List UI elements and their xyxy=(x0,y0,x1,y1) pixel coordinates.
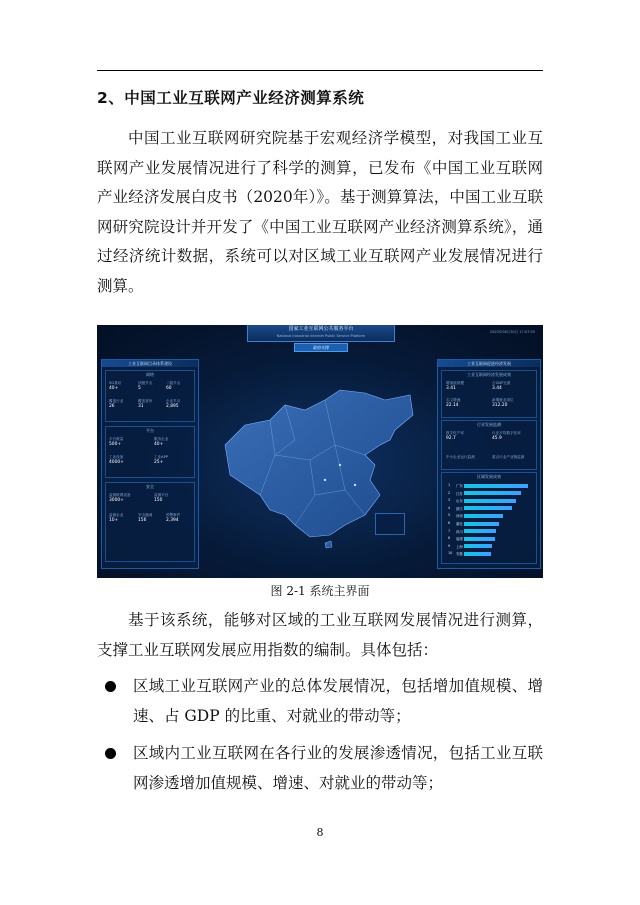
ranking-number: 7 xyxy=(448,528,451,533)
paragraph-system-intro: 基于该系统，能够对区域的工业互联网发展情况进行测算，支撑工业互联网发展应用指数的编制。具体包括： xyxy=(97,611,543,659)
block-regional-ranking xyxy=(441,472,537,564)
ranking-row xyxy=(448,513,534,518)
group-platform xyxy=(105,426,195,478)
kv-item: 增加值规模 3.41 xyxy=(446,381,464,391)
bullet-item xyxy=(97,672,543,731)
kv-item: 监测平台 150 xyxy=(154,493,169,503)
ranking-bar xyxy=(464,522,499,526)
block-industry-label: 行业发展监测 xyxy=(477,422,501,427)
ranking-bar xyxy=(464,506,512,510)
ranking-number: 9 xyxy=(448,543,451,548)
map-hotspot xyxy=(324,479,326,481)
ranking-number: 2 xyxy=(448,490,451,495)
block-regional-label: 区域发展成效 xyxy=(477,474,501,479)
ranking-bar xyxy=(464,484,528,488)
group-security-label: 安全 xyxy=(146,484,154,489)
ranking-bar xyxy=(464,537,495,541)
right-panel-header: 工业互联网促进经济发展 xyxy=(438,360,540,367)
dashboard-timestamp: 2020年08月30日 17:07:55 xyxy=(489,330,535,334)
kv-item: 5G基站 40+ xyxy=(109,381,122,391)
map-inset-south-sea xyxy=(375,513,405,535)
kv-item: 行业平均数字化率 45.9 xyxy=(492,431,521,441)
group-security xyxy=(105,482,195,562)
block-economic-results xyxy=(441,370,537,418)
link-chain-monitoring[interactable]: 重点行业产业链监测 xyxy=(492,455,525,459)
kv-item: 新增就业岗位 312.20 xyxy=(492,398,514,408)
bullet-text: 区域内工业互联网在各行业的发展渗透情况，包括工业互联网渗透增加值规模、增速、对就业的带动等； xyxy=(133,744,543,792)
group-network-label: 网络 xyxy=(146,372,154,377)
ranking-bar xyxy=(464,499,516,503)
group-network xyxy=(105,370,195,422)
ranking-number: 8 xyxy=(448,536,451,541)
ranking-row xyxy=(448,544,534,549)
ranking-number: 4 xyxy=(448,505,451,510)
bullet-text: 区域工业互联网产业的总体发展情况，包括增加值规模、增速、占 GDP 的比重、对就业的带动等； xyxy=(133,677,543,725)
ranking-number: 3 xyxy=(448,498,451,503)
link-sme-monitoring[interactable]: 中小企业运行监测 xyxy=(446,455,475,459)
ranking-row xyxy=(448,529,534,534)
map-hotspot xyxy=(354,484,356,486)
kv-item: 工业APP 25+ xyxy=(154,455,168,465)
kv-item: 安全漏洞 156 xyxy=(138,513,153,523)
ranking-region: 浙江 xyxy=(456,506,463,511)
ranking-bar xyxy=(464,529,496,533)
group-platform-label: 平台 xyxy=(146,428,154,433)
ranking-region: 河南 xyxy=(456,514,463,519)
figure-caption: 图 2-1 系统主界面 xyxy=(270,584,370,598)
ranking-number: 1 xyxy=(448,483,451,487)
kv-item: 数字化产率 92.7 xyxy=(446,431,464,441)
ranking-number: 10 xyxy=(448,551,453,556)
ranking-bar xyxy=(464,552,491,556)
page-number: 8 xyxy=(316,826,324,839)
paragraph-intro: 中国工业互联网研究院基于宏观经济学模型，对我国工业互联网产业发展情况进行了科学的测算，已发布《中国工业互联网产业经济发展白皮书（2020年）》。基于测算算法，中国工业互联网研究院设计并开发了《中国工业互联网产业经济测算系统》，通过经济统计数据，系统可以对区域工业互联网产业发展情况进行测算。 xyxy=(97,129,543,295)
kv-item: 企业节点 2,895 xyxy=(166,399,181,409)
ranking-number: 6 xyxy=(448,521,451,525)
map-hotspot xyxy=(339,464,341,466)
kv-item: 名义增速 22.14 xyxy=(446,398,461,408)
ranking-region: 福建 xyxy=(456,537,463,542)
kv-item: 监测企业 10+ xyxy=(109,513,124,523)
dashboard-title: 国家工业互联网公共服务平台 National Industrial Internet Public Service Platform xyxy=(247,325,395,342)
dashboard-screenshot xyxy=(97,325,543,578)
kv-item: 预警事件 2,394 xyxy=(166,513,181,523)
kv-item: 工业设备 4000+ xyxy=(109,455,124,465)
kv-item: 服务企业 40+ xyxy=(154,437,169,447)
bullet-dot-icon xyxy=(105,681,116,692)
ranking-region: 江苏 xyxy=(456,491,463,496)
ranking-number: 5 xyxy=(448,513,451,518)
ranking-region: 安徽 xyxy=(456,552,463,557)
kv-item: 覆盖行业 26 xyxy=(109,399,124,409)
ranking-bar xyxy=(464,544,492,548)
dashboard-subtitle: National Industrial Internet Public Service Platform xyxy=(276,334,366,338)
left-panel xyxy=(101,359,199,569)
ranking-region: 湖北 xyxy=(456,522,463,526)
kv-item: 占GDP比重 3.44 xyxy=(492,381,511,391)
ranking-row xyxy=(448,536,534,541)
tab-government-support[interactable]: 政府支撑 xyxy=(294,343,348,352)
ranking-region: 广东 xyxy=(456,484,463,488)
ranking-row xyxy=(448,521,534,526)
bullet-item xyxy=(97,739,543,798)
bullet-dot-icon xyxy=(105,748,116,759)
kv-item: 二级节点 60 xyxy=(166,381,181,391)
ranking-bar xyxy=(464,491,521,495)
ranking-row xyxy=(448,498,534,503)
ranking-row xyxy=(448,491,534,496)
header-rule xyxy=(97,70,543,71)
ranking-row xyxy=(448,551,534,556)
ranking-row xyxy=(448,483,534,488)
ranking-region: 四川 xyxy=(456,529,463,534)
left-panel-header: 工业互联网目录体系建设 xyxy=(102,360,198,367)
ranking-row xyxy=(448,506,534,511)
right-panel xyxy=(437,359,541,569)
kv-item: 覆盖省份 31 xyxy=(138,399,153,409)
kv-item: 平台数量 500+ xyxy=(109,437,124,447)
ranking-region: 山东 xyxy=(456,499,463,504)
kv-item: 监测联网设备 3000+ xyxy=(109,493,131,503)
block-economic-label: 工业互联网经济发展成效 xyxy=(467,372,511,377)
ranking-region: 上海 xyxy=(456,544,463,549)
kv-item: 顶级节点 5 xyxy=(138,381,153,391)
map-island xyxy=(325,541,332,548)
block-industry-monitoring xyxy=(441,420,537,470)
ranking-bar xyxy=(464,514,503,518)
section-heading: 2、中国工业互联网产业经济测算系统 xyxy=(97,89,365,107)
